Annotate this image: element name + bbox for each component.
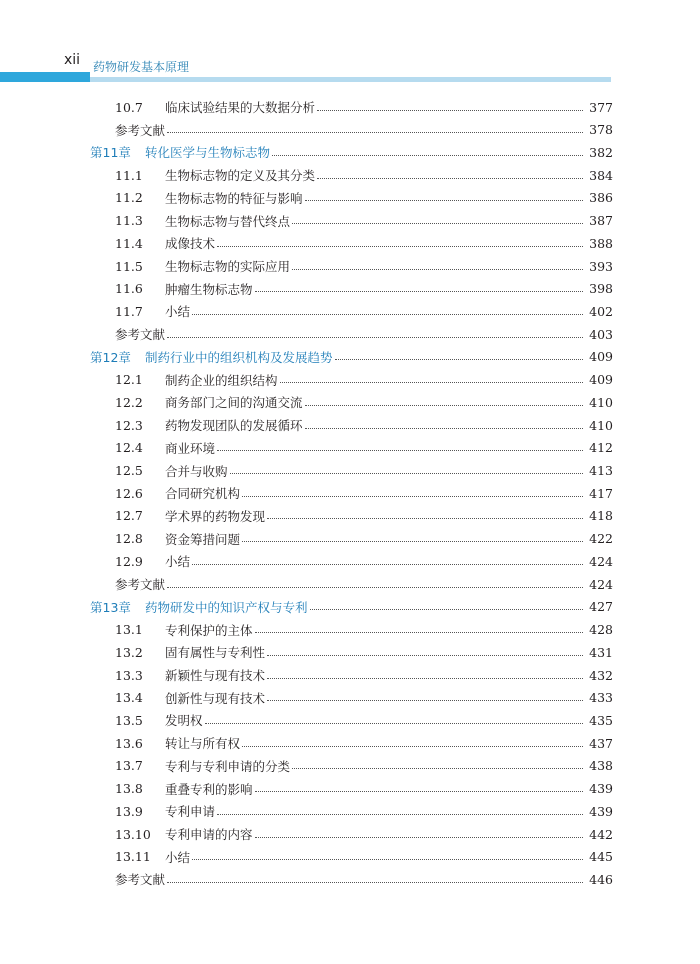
toc-section-entry[interactable]: [0, 528, 700, 550]
dot-leader: [242, 746, 583, 747]
toc-entry-number: 11.4: [115, 235, 143, 251]
dot-leader: [317, 110, 583, 111]
dot-leader: [192, 859, 583, 860]
dot-leader: [192, 314, 583, 315]
toc-entry-page: 412: [589, 440, 613, 456]
toc-entry-page: 427: [589, 599, 613, 615]
toc-entry-page: 378: [589, 122, 613, 138]
toc-entry-number: 13.7: [115, 758, 143, 774]
toc-entry-title: 合同研究机构: [165, 486, 241, 502]
toc-entry-title: 药物研发中的知识产权与专利: [145, 599, 308, 615]
dot-leader: [242, 496, 583, 497]
toc-section-entry[interactable]: [0, 732, 700, 754]
toc-section-entry[interactable]: [0, 187, 700, 209]
dot-leader: [167, 337, 583, 338]
toc-entry-number: 13.8: [115, 781, 143, 797]
toc-entry-page: 410: [589, 394, 613, 410]
toc-entry-title: 重叠专利的影响: [165, 781, 253, 797]
toc-entry-title: 专利申请的内容: [165, 827, 253, 843]
toc-entry-number: 12.6: [115, 485, 143, 501]
toc-chapter-entry[interactable]: [0, 346, 700, 368]
toc-entry-title: 商务部门之间的沟通交流: [165, 395, 303, 411]
toc-entry-title: 成像技术: [165, 236, 216, 252]
toc-references-entry[interactable]: [0, 119, 700, 141]
toc-entry-page: 384: [589, 167, 613, 183]
dot-leader: [267, 678, 583, 679]
toc-entry-number: 13.4: [115, 690, 143, 706]
dot-leader: [167, 587, 583, 588]
toc-entry-number: 第11章: [90, 145, 131, 161]
toc-entry-page: 382: [589, 144, 613, 160]
toc-chapter-entry[interactable]: [0, 596, 700, 618]
dot-leader: [272, 155, 583, 156]
dot-leader: [217, 246, 583, 247]
toc-entry-number: 13.6: [115, 735, 143, 751]
toc-entry-title: 专利保护的主体: [165, 622, 253, 638]
toc-entry-page: 433: [589, 690, 613, 706]
toc-section-entry[interactable]: [0, 619, 700, 641]
toc-entry-page: 424: [589, 576, 613, 592]
toc-entry-title: 固有属性与专利性: [165, 645, 266, 661]
toc-entry-page: 418: [589, 508, 613, 524]
toc-entry-title: 商业环境: [165, 440, 216, 456]
page-header: [0, 0, 700, 90]
toc-entry-title: 生物标志物的特征与影响: [165, 190, 303, 206]
dot-leader: [205, 723, 583, 724]
toc-entry-number: 13.1: [115, 622, 143, 638]
toc-entry-title: 生物标志物的定义及其分类: [165, 168, 316, 184]
toc-entry-number: 11.6: [115, 281, 143, 297]
toc-entry-title: 转让与所有权: [165, 736, 241, 752]
toc-entry-title: 临床试验结果的大数据分析: [165, 100, 316, 115]
toc-entry-page: 435: [589, 712, 613, 728]
toc-entry-page: 388: [589, 235, 613, 251]
dot-leader: [167, 882, 583, 883]
toc-entry-title: 创新性与现有技术: [165, 690, 266, 706]
toc-entry-number: 13.5: [115, 712, 143, 728]
dot-leader: [292, 223, 583, 224]
toc-entry-number: 11.2: [115, 190, 143, 206]
toc-entry-page: 417: [589, 485, 613, 501]
toc-entry-title: 参考文献: [115, 872, 166, 888]
toc-entry-number: 13.2: [115, 644, 143, 660]
toc-chapter-entry[interactable]: [0, 141, 700, 163]
toc-entry-title: 专利与专利申请的分类: [165, 758, 291, 774]
toc-entry-number: 13.3: [115, 667, 143, 683]
toc-section-entry[interactable]: [0, 641, 700, 663]
toc-entry-title: 发明权: [165, 713, 203, 729]
toc-entry-page: 410: [589, 417, 613, 433]
header-rule: [90, 77, 611, 82]
toc-entry-title: 小结: [165, 849, 191, 865]
toc-entry-number: 12.4: [115, 440, 143, 456]
toc-entry-number: 12.2: [115, 394, 143, 410]
toc-entry-title: 参考文献: [115, 122, 166, 138]
toc-entry-page: 428: [589, 622, 613, 638]
toc-entry-title: 新颖性与现有技术: [165, 668, 266, 683]
dot-leader: [267, 655, 583, 656]
dot-leader: [292, 768, 583, 769]
toc-entry-title: 专利申请: [165, 804, 216, 820]
toc-references-entry[interactable]: [0, 573, 700, 595]
toc-entry-title: 转化医学与生物标志物: [145, 145, 271, 161]
toc-entry-page: 424: [589, 553, 613, 569]
toc-section-entry[interactable]: [0, 709, 700, 731]
toc-section-entry[interactable]: [0, 755, 700, 777]
dot-leader: [230, 473, 583, 474]
toc-section-entry[interactable]: [0, 96, 700, 118]
dot-leader: [280, 382, 583, 383]
toc-section-entry[interactable]: [0, 460, 700, 482]
running-title: 药物研发基本原理: [93, 60, 190, 74]
dot-leader: [255, 837, 583, 838]
toc-entry-number: 12.9: [115, 553, 143, 569]
dot-leader: [292, 269, 583, 270]
toc-entry-number: 12.8: [115, 531, 143, 547]
toc-entry-number: 12.5: [115, 463, 143, 479]
toc-entry-page: 377: [589, 99, 613, 115]
toc-entry-number: 12.3: [115, 417, 143, 433]
toc-section-entry[interactable]: [0, 778, 700, 800]
toc-entry-page: 439: [589, 803, 613, 819]
dot-leader: [242, 541, 583, 542]
toc-entry-number: 13.10: [115, 826, 151, 842]
toc-entry-page: 403: [589, 326, 613, 342]
toc-entry-title: 小结: [165, 554, 191, 570]
toc-entry-title: 学术界的药物发现: [165, 508, 266, 524]
toc-entry-title: 药物发现团队的发展循环: [165, 418, 303, 434]
toc-entry-page: 445: [589, 849, 613, 865]
toc-section-entry[interactable]: [0, 278, 700, 300]
toc-entry-number: 第12章: [90, 349, 131, 365]
toc-entry-title: 资金筹措问题: [165, 531, 241, 547]
toc-section-entry[interactable]: [0, 369, 700, 391]
dot-leader: [255, 632, 583, 633]
toc-section-entry[interactable]: [0, 164, 700, 186]
toc-entry-number: 11.1: [115, 167, 143, 183]
toc-entry-number: 11.5: [115, 258, 143, 274]
toc-entry-page: 402: [589, 303, 613, 319]
toc-entry-page: 409: [589, 372, 613, 388]
toc-entry-number: 13.11: [115, 849, 151, 865]
toc-entry-title: 参考文献: [115, 577, 166, 593]
toc-entry-title: 合并与收购: [165, 463, 228, 479]
toc-entry-page: 431: [589, 644, 613, 660]
toc-section-entry[interactable]: [0, 505, 700, 527]
dot-leader: [267, 700, 583, 701]
toc-section-entry[interactable]: [0, 800, 700, 822]
toc-entry-page: 437: [589, 735, 613, 751]
toc-references-entry[interactable]: [0, 323, 700, 345]
toc-entry-title: 生物标志物与替代终点: [165, 213, 291, 229]
toc-section-entry[interactable]: [0, 687, 700, 709]
toc-section-entry[interactable]: [0, 664, 700, 686]
toc-entry-page: 386: [589, 190, 613, 206]
toc-entry-number: 11.3: [115, 213, 143, 229]
toc-entry-page: 413: [589, 463, 613, 479]
toc-section-entry[interactable]: [0, 210, 700, 232]
toc-entry-page: 409: [589, 349, 613, 365]
dot-leader: [217, 814, 583, 815]
toc-entry-number: 11.7: [115, 303, 143, 319]
toc-entry-page: 439: [589, 781, 613, 797]
toc-entry-title: 制药企业的组织结构: [165, 372, 278, 388]
toc-references-entry[interactable]: [0, 868, 700, 890]
toc-section-entry[interactable]: [0, 482, 700, 504]
dot-leader: [255, 291, 583, 292]
toc-entry-number: 13.9: [115, 803, 143, 819]
toc-entry-number: 12.7: [115, 508, 143, 524]
dot-leader: [305, 428, 583, 429]
dot-leader: [167, 132, 583, 133]
dot-leader: [255, 791, 583, 792]
toc-section-entry[interactable]: [0, 550, 700, 572]
dot-leader: [335, 359, 583, 360]
dot-leader: [305, 200, 583, 201]
toc-entry-page: 438: [589, 758, 613, 774]
toc-entry-page: 398: [589, 281, 613, 297]
toc-entry-page: 387: [589, 213, 613, 229]
toc-entry-page: 393: [589, 258, 613, 274]
toc-entry-page: 432: [589, 667, 613, 683]
page-number: xii: [64, 52, 81, 68]
toc-section-entry[interactable]: [0, 823, 700, 845]
toc-section-entry[interactable]: [0, 437, 700, 459]
toc-entry-title: 参考文献: [115, 327, 166, 343]
dot-leader: [317, 178, 583, 179]
toc-section-entry[interactable]: [0, 391, 700, 413]
toc-section-entry[interactable]: [0, 255, 700, 277]
dot-leader: [192, 564, 583, 565]
dot-leader: [217, 450, 583, 451]
toc-entry-number: 12.1: [115, 372, 143, 388]
toc-entry-page: 442: [589, 826, 613, 842]
toc-section-entry[interactable]: [0, 414, 700, 436]
dot-leader: [310, 609, 583, 610]
header-accent-bar: [0, 72, 90, 82]
toc-entry-number: 10.7: [115, 99, 143, 115]
dot-leader: [267, 518, 583, 519]
toc-entry-title: 制药行业中的组织机构及发展趋势: [145, 349, 333, 365]
toc-entry-title: 生物标志物的实际应用: [165, 259, 291, 275]
toc-entry-page: 446: [589, 871, 613, 887]
toc-entry-title: 小结: [165, 304, 191, 320]
toc-section-entry[interactable]: [0, 846, 700, 868]
toc-entry-title: 肿瘤生物标志物: [165, 281, 253, 297]
toc-section-entry[interactable]: [0, 300, 700, 322]
toc-entry-page: 422: [589, 531, 613, 547]
dot-leader: [305, 405, 583, 406]
toc-section-entry[interactable]: [0, 232, 700, 254]
toc-entry-number: 第13章: [90, 599, 131, 615]
